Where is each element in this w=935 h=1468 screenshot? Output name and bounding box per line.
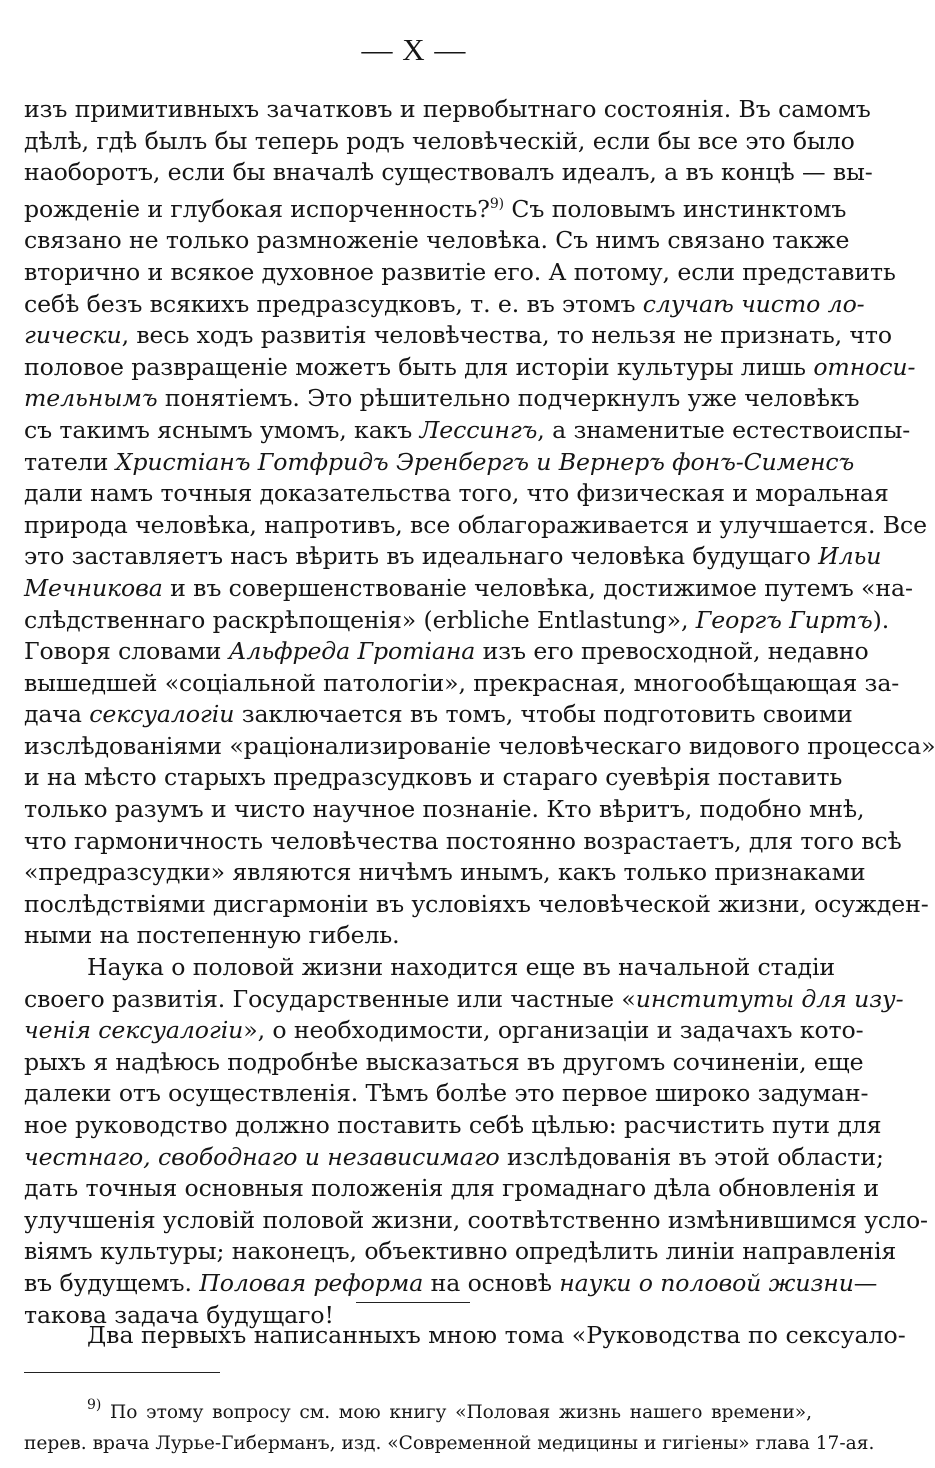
text-line: слѣдственнаго раскрѣпощенія» (erbliche Entlastung», Георгъ Гиртъ). <box>24 605 890 634</box>
text-line: послѣдствіями дисгармоніи въ условіяхъ человѣческой жизни, осужден- <box>24 889 929 918</box>
text-line: своего развитія. Государственные или частные «институты для изу- <box>24 984 904 1013</box>
text-line: съ такимъ яснымъ умомъ, какъ Лессингъ, а знаменитые естествоиспы- <box>24 415 911 444</box>
footnote-line: $^{9)}$ По этому вопросу см. мою книгу «Половая жизнь нашего времени», <box>87 1397 812 1423</box>
footnote-divider <box>24 1372 220 1373</box>
text-line: такова задача будущаго! <box>24 1300 334 1329</box>
text-line: что гармоничность человѣчества постоянно возрастаетъ, для того всѣ <box>24 826 902 855</box>
text-line: рыхъ я надѣюсь подробнѣе высказаться въ другомъ сочиненіи, еще <box>24 1047 864 1076</box>
italic-text: Георгъ Гиртъ <box>695 605 873 634</box>
italic-text: Альфреда Гротіана <box>228 637 476 666</box>
text-line: природа человѣка, напротивъ, все облагораживается и улучшается. Все <box>24 510 927 539</box>
text-line: вторично и всякое духовное развитіе его. А потому, если представить <box>24 257 896 286</box>
text-line: изслѣдованіями «раціонализированіе человѣческаго видового процесса» <box>24 731 935 760</box>
text-line: улучшенія условій половой жизни, соотвѣтственно измѣнившимся усло- <box>24 1205 928 1234</box>
footnote-line: перев. врача Лурье-Гиберманъ, изд. «Современной медицины и гигіены» глава 17-ая. <box>24 1433 875 1454</box>
footnote-marker: 9) <box>87 1397 102 1413</box>
footnote <box>24 1390 875 1459</box>
continuation-text <box>24 1320 906 1352</box>
text-line: изъ примитивныхъ зачатковъ и первобытнаго состоянія. Въ самомъ <box>24 95 871 123</box>
text-line: только разумъ и чисто научное познаніе. Кто вѣритъ, подобно мнѣ, <box>24 795 865 824</box>
text-line: себѣ безъ всякихъ предразсудковъ, т. е. въ этомъ случаѣ чисто ло- <box>24 289 865 318</box>
italic-text: Лессингъ <box>419 415 538 444</box>
italic-text: Ильи <box>818 542 882 571</box>
italic-text: гически <box>24 321 122 350</box>
main-text <box>24 94 935 1331</box>
italic-text: институты для изу- <box>635 984 904 1013</box>
text-line: рожденіе и глубокая испорченность?$^{9)}$ Съ половымъ инстинктомъ <box>24 194 847 223</box>
text-line: ными на постепенную гибель. <box>24 921 400 950</box>
italic-text: Христіанъ Готфридъ Эренбергъ и Вернеръ фонъ-Сименсъ <box>115 447 855 476</box>
text-line: Наука о половой жизни находится еще въ начальной стадіи <box>87 953 836 982</box>
text-line: дѣлѣ, гдѣ былъ бы теперь родъ человѣческій, если бы все это было <box>24 126 855 155</box>
text-line: связано не только размноженіе человѣка. Съ нимъ связано также <box>24 226 850 255</box>
italic-text: тельнымъ <box>24 384 158 413</box>
text-line: наоборотъ, если бы вначалѣ существовалъ идеалъ, а въ концѣ — вы- <box>24 158 873 187</box>
text-line: и на мѣсто старыхъ предразсудковъ и стараго суевѣрія поставить <box>24 763 843 792</box>
text-line: вышедшей «соціальной патологіи», прекрасная, многообѣщающая за- <box>24 668 900 697</box>
text-line: въ будущемъ. Половая реформа на основѣ науки о половой жизни— <box>24 1268 878 1297</box>
text-line: гически, весь ходъ развитія человѣчества, то нельзя не признать, что <box>24 321 892 350</box>
italic-text: случаѣ чисто ло- <box>642 289 865 318</box>
italic-text: ченія сексуалогіи <box>24 1016 244 1045</box>
italic-text: честнаго, свободнаго и независимаго <box>24 1142 500 1171</box>
text-line: віямъ культуры; наконецъ, объективно опредѣлить линіи направленія <box>24 1237 897 1266</box>
footnote-ref: 9) <box>489 195 505 212</box>
section-divider <box>356 1302 470 1303</box>
text-line: ное руководство должно поставить себѣ цѣлью: расчистить пути для <box>24 1111 882 1139</box>
text-line: Мечникова и въ совершенствованіе человѣка, достижимое путемъ «на- <box>24 573 913 602</box>
italic-text: Мечникова <box>24 573 163 602</box>
italic-text: сексуалогіи <box>89 700 235 729</box>
text-line: дать точныя основныя положенія для громаднаго дѣла обновленія и <box>24 1174 880 1203</box>
page-number: — X — <box>361 32 467 67</box>
text-line: ченія сексуалогіи», о необходимости, организаціи и задачахъ кото- <box>24 1016 864 1045</box>
text-line: дача сексуалогіи заключается въ томъ, чтобы подготовить своими <box>24 700 853 729</box>
text-line: Говоря словами Альфреда Гротіана изъ его превосходной, недавно <box>24 637 869 666</box>
text-line: Два первыхъ написанныхъ мною тома «Руководства по сексуало- <box>87 1321 906 1349</box>
italic-text: Половая реформа <box>199 1268 424 1297</box>
italic-text: науки о половой жизни <box>559 1268 854 1297</box>
italic-text: относи- <box>813 352 916 381</box>
text-line: это заставляетъ насъ вѣрить въ идеальнаго человѣка будущаго Ильи <box>24 542 882 571</box>
text-line: «предразсудки» являются ничѣмъ инымъ, какъ только признаками <box>24 858 866 887</box>
text-line: честнаго, свободнаго и независимаго изслѣдованія въ этой области; <box>24 1142 884 1171</box>
text-line: татели Христіанъ Готфридъ Эренбергъ и Вернеръ фонъ-Сименсъ <box>24 447 855 476</box>
text-line: половое развращеніе можетъ быть для исторіи культуры лишь относи- <box>24 352 916 381</box>
text-line: дали намъ точныя доказательства того, что физическая и моральная <box>24 479 889 508</box>
text-line: тельнымъ понятіемъ. Это рѣшительно подчеркнулъ уже человѣкъ <box>24 384 860 413</box>
text-line: далеки отъ осуществленія. Тѣмъ болѣе это первое широко задуман- <box>24 1079 869 1108</box>
